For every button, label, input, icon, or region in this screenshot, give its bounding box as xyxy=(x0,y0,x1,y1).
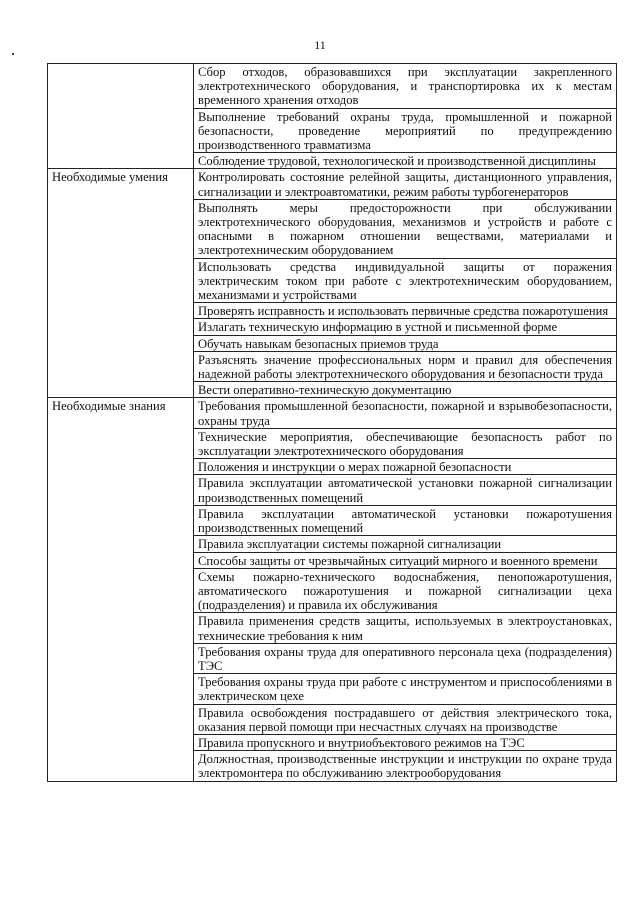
category-label: Необходимые умения xyxy=(48,169,194,398)
requirement-item: Выполнять меры предосторожности при обслуживании электротехнического оборудования, механизмов и устройств и работе с опасными в пожарном отношении веществами, материалами и электротехническим оборудованием xyxy=(194,199,617,258)
requirement-item: Вести оперативно-техническую документацию xyxy=(194,382,617,398)
page-number: 11 xyxy=(314,38,326,52)
requirement-item: Технические мероприятия, обеспечивающие безопасность работ по эксплуатации электротехнического оборудования xyxy=(194,428,617,458)
requirements-table xyxy=(47,63,617,782)
requirement-item: Правила эксплуатации системы пожарной сигнализации xyxy=(194,536,617,552)
requirement-item: Требования промышленной безопасности, пожарной и взрывобезопасности, охраны труда xyxy=(194,398,617,428)
requirement-item: Правила эксплуатации автоматической установки пожарной сигнализации производственных помещений xyxy=(194,475,617,505)
requirement-item: Схемы пожарно-технического водоснабжения, пенопожаротушения, автоматического пожаротушения и пожарной сигнализации цеха (подразделения) и правила их обслуживания xyxy=(194,568,617,613)
table-row xyxy=(48,169,617,199)
requirement-item: Контролировать состояние релейной защиты, дистанционного управления, сигнализации и электроавтоматики, режим работы турбогенераторов xyxy=(194,169,617,199)
requirement-item: Правила освобождения пострадавшего от действия электрического тока, оказания первой помощи при несчастных случаях на производстве xyxy=(194,704,617,734)
requirement-item: Правила эксплуатации автоматической установки пожаротушения производственных помещений xyxy=(194,505,617,535)
requirement-item: Правила пропускного и внутриобъектового режимов на ТЭС xyxy=(194,734,617,750)
category-label xyxy=(48,64,194,169)
requirement-item: Разъяснять значение профессиональных норм и правил для обеспечения надежной работы электротехнического оборудования и безопасности труда xyxy=(194,351,617,381)
requirement-item: Соблюдение трудовой, технологической и производственной дисциплины xyxy=(194,153,617,169)
requirement-item: Способы защиты от чрезвычайных ситуаций мирного и военного времени xyxy=(194,552,617,568)
requirement-item: Должностная, производственные инструкции и инструкции по охране труда электромонтера по обслуживанию электрооборудования xyxy=(194,751,617,781)
table-row xyxy=(48,64,617,109)
table-body xyxy=(48,64,617,782)
requirement-item: Проверять исправность и использовать первичные средства пожаротушения xyxy=(194,303,617,319)
requirement-item: Обучать навыкам безопасных приемов труда xyxy=(194,335,617,351)
category-label: Необходимые знания xyxy=(48,398,194,781)
requirement-item: Сбор отходов, образовавшихся при эксплуатации закрепленного электротехнического оборудования, и транспортировка их к местам временного хранения отходов xyxy=(194,64,617,109)
scan-speck xyxy=(12,53,14,55)
requirement-item: Использовать средства индивидуальной защиты от поражения электрическим током при работе с электротехническим оборудованием, механизмами и устройствами xyxy=(194,258,617,303)
requirement-item: Требования охраны труда при работе с инструментом и приспособлениями в электрическом цехе xyxy=(194,674,617,704)
requirement-item: Излагать техническую информацию в устной и письменной форме xyxy=(194,319,617,335)
requirement-item: Требования охраны труда для оперативного персонала цеха (подразделения) ТЭС xyxy=(194,643,617,673)
table-row xyxy=(48,398,617,428)
requirement-item: Положения и инструкции о мерах пожарной безопасности xyxy=(194,459,617,475)
requirement-item: Выполнение требований охраны труда, промышленной и пожарной безопасности, проведение мероприятий по предупреждению производственного травматизма xyxy=(194,108,617,153)
requirement-item: Правила применения средств защиты, используемых в электроустановках, технические требования к ним xyxy=(194,613,617,643)
